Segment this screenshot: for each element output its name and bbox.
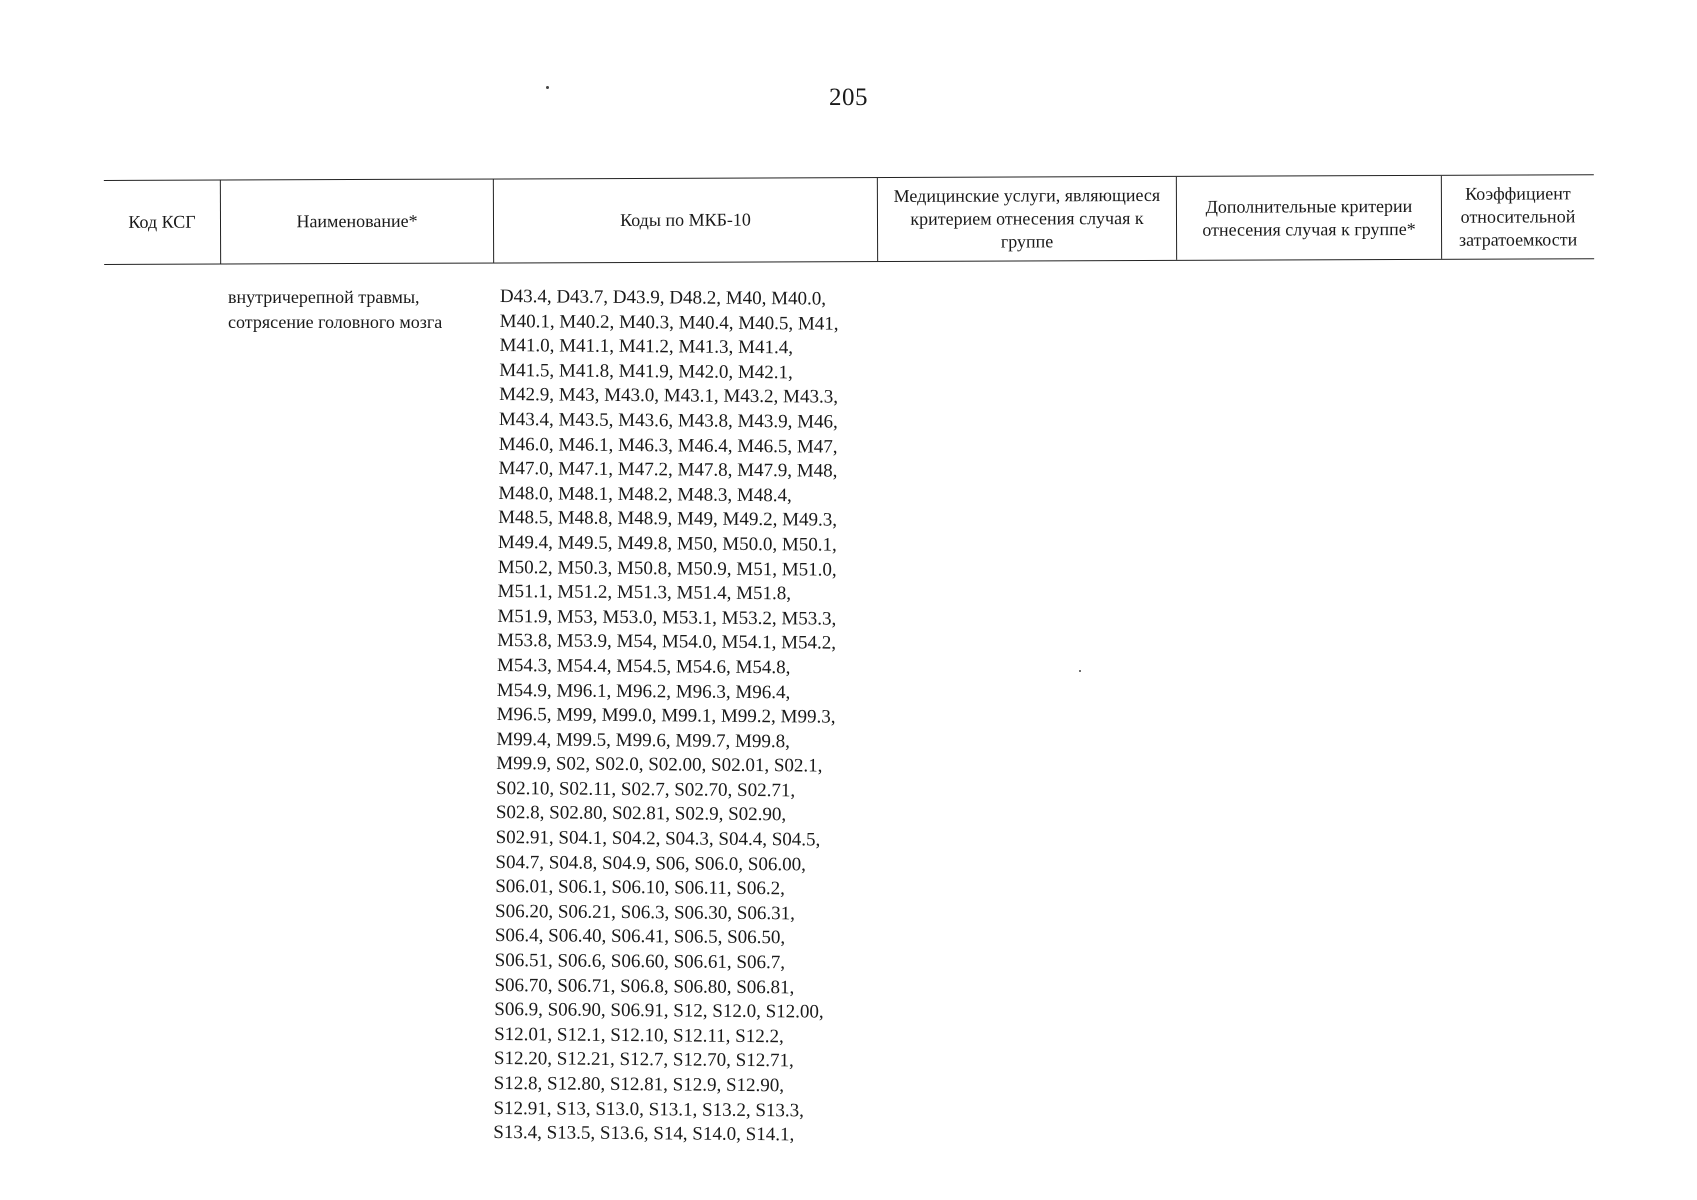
icd10-code-line: M41.0, M41.1, M41.2, M41.3, M41.4, (499, 335, 794, 359)
icd10-code-line: S12.20, S12.21, S12.7, S12.70, S12.71, (493, 1048, 794, 1072)
icd10-code-line: M41.5, M41.8, M41.9, M42.0, M42.1, (499, 359, 793, 384)
icd10-code-line: M54.9, M96.1, M96.2, M96.3, M96.4, (496, 679, 791, 703)
icd10-code-line: M54.3, M54.4, M54.5, M54.6, M54.8, (496, 654, 791, 679)
scan-speck (546, 86, 549, 89)
icd10-code-line: S12.01, S12.1, S12.10, S12.11, S12.2, (494, 1023, 784, 1048)
icd10-code-line: S13.4, S13.5, S13.6, S14, S14.0, S14.1, (493, 1122, 795, 1146)
icd10-code-line: D43.4, D43.7, D43.9, D48.2, M40, M40.0, (499, 285, 827, 310)
icd10-code-line: M42.9, M43, M43.0, M43.1, M43.2, M43.3, (499, 384, 839, 409)
icd10-code-line: M47.0, M47.1, M47.2, M47.8, M47.9, M48, (498, 458, 838, 482)
icd10-code-line: M53.8, M53.9, M54, M54.0, M54.1, M54.2, (497, 630, 837, 654)
scan-speck (1079, 670, 1081, 672)
icd10-code-line: S06.9, S06.90, S06.91, S12, S12.0, S12.00, (494, 999, 824, 1023)
icd10-code-line: M46.0, M46.1, M46.3, M46.4, M46.5, M47, (498, 433, 838, 458)
header-medical-services: Медицинские услуги, являющиеся критерием отнесения случая к группе (877, 177, 1176, 261)
icd10-code-line: M48.0, M48.1, M48.2, M48.3, M48.4, (498, 482, 792, 507)
header-cost-coefficient: Коэффициент относительной затратоемкости (1441, 175, 1594, 259)
header-name: Наименование* (220, 180, 493, 264)
icd10-code-line: M51.9, M53, M53.0, M53.1, M53.2, M53.3, (497, 605, 837, 630)
icd10-code-line: M99.9, S02, S02.0, S02.00, S02.01, S02.1, (496, 753, 823, 777)
icd10-code-line: S12.91, S13, S13.0, S13.1, S13.2, S13.3, (493, 1097, 805, 1122)
header-additional-criteria: Дополнительные критерии отнесения случая к группе* (1176, 176, 1441, 260)
icd10-code-line: M40.1, M40.2, M40.3, M40.4, M40.5, M41, (499, 310, 839, 335)
icd10-code-line: S06.51, S06.6, S06.60, S06.61, S06.7, (494, 950, 786, 974)
icd10-code-line: M96.5, M99, M99.0, M99.1, M99.2, M99.3, (496, 704, 836, 728)
icd10-code-line: S02.8, S02.80, S02.81, S02.9, S02.90, (495, 802, 787, 826)
icd10-code-line: M43.4, M43.5, M43.6, M43.8, M43.9, M46, (498, 408, 838, 433)
page-number: 205 (829, 84, 868, 111)
icd10-code-line: S06.20, S06.21, S06.3, S06.30, S06.31, (494, 900, 795, 925)
table-header (104, 174, 1594, 265)
row-name-cell: внутричерепной травмы, сотрясение головного мозга (228, 287, 443, 332)
icd10-code-line: M49.4, M49.5, M49.8, M50, M50.0, M50.1, (497, 531, 837, 556)
icd10-code-line: S06.4, S06.40, S06.41, S06.5, S06.50, (494, 925, 786, 949)
icd10-code-line: S02.91, S04.1, S04.2, S04.3, S04.4, S04.5, (495, 827, 821, 851)
icd10-code-line: S06.70, S06.71, S06.8, S06.80, S06.81, (494, 974, 795, 998)
icd10-code-line: S04.7, S04.8, S04.9, S06, S06.0, S06.00, (495, 851, 806, 876)
header-icd10-codes: Коды по МКБ-10 (493, 178, 877, 262)
header-ksg-code: Код КСГ (128, 211, 196, 232)
icd10-code-line: M50.2, M50.3, M50.8, M50.9, M51, M51.0, (497, 556, 837, 581)
icd10-code-line: M48.5, M48.8, M48.9, M49, M49.2, M49.3, (498, 507, 838, 531)
icd10-code-line: M51.1, M51.2, M51.3, M51.4, M51.8, (497, 581, 792, 605)
row-icd10-codes-cell (493, 285, 900, 1149)
icd10-code-line: M99.4, M99.5, M99.6, M99.7, M99.8, (496, 728, 790, 752)
icd10-code-line: S12.8, S12.80, S12.81, S12.9, S12.90, (493, 1072, 785, 1097)
icd10-code-line: S02.10, S02.11, S02.7, S02.70, S02.71, (495, 777, 796, 802)
icd10-code-line: S06.01, S06.1, S06.10, S06.11, S06.2, (495, 876, 785, 900)
